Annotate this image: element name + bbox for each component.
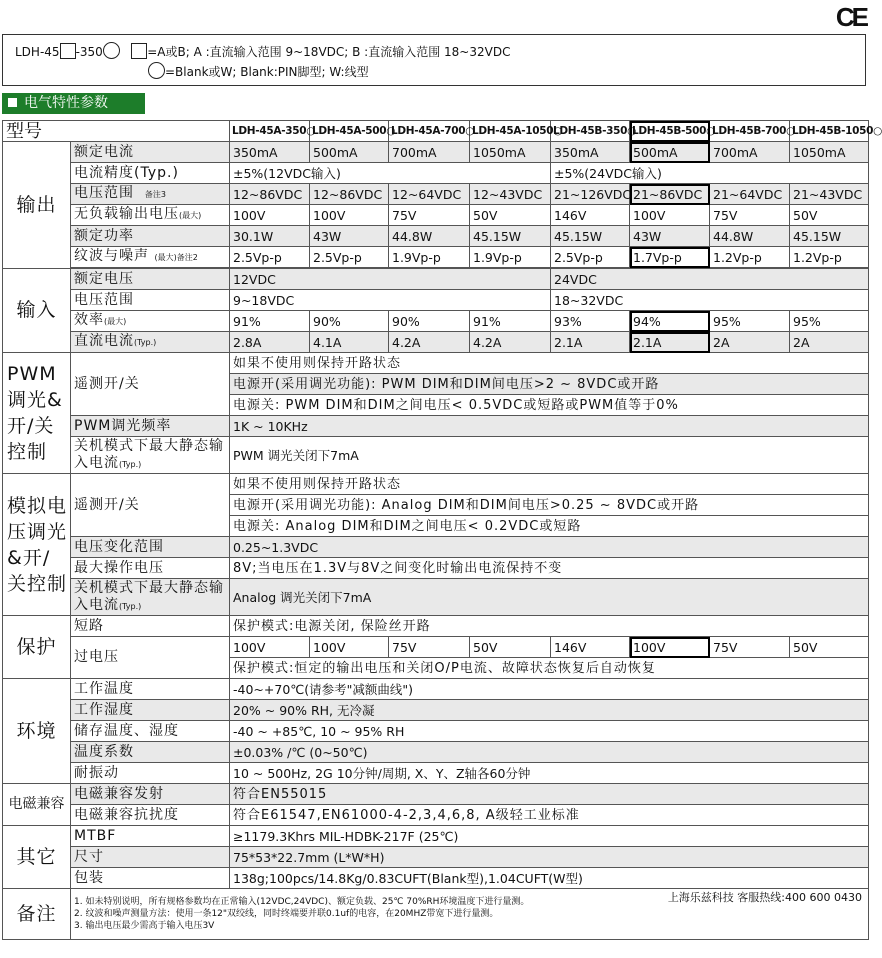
table-row bbox=[3, 847, 869, 868]
value-cell: 电源开(采用调光功能): PWM DIM和DIM间电压>2 ~ 8VDC或开路 bbox=[230, 374, 869, 395]
table-row-models bbox=[3, 121, 869, 142]
value-cell: 4.2A bbox=[470, 332, 551, 353]
value-cell: 75V bbox=[710, 205, 790, 226]
circle-placeholder-icon bbox=[103, 42, 120, 59]
value-cell: 50V bbox=[470, 637, 551, 658]
value-cell: 保护模式:恒定的输出电压和关闭O/P电流、故障状态恢复后自动恢复 bbox=[230, 658, 869, 679]
value-cell-highlighted: 2.1A bbox=[630, 332, 710, 353]
value-cell: 12~64VDC bbox=[389, 184, 470, 205]
value-cell: 91% bbox=[230, 311, 310, 332]
value-cell: 18~32VDC bbox=[551, 290, 869, 311]
value-cell: 45.15W bbox=[470, 226, 551, 247]
table-row bbox=[3, 142, 869, 163]
table-row bbox=[3, 763, 869, 784]
value-cell: 4.1A bbox=[310, 332, 389, 353]
value-cell: 21~64VDC bbox=[710, 184, 790, 205]
value-cell: 2.5Vp-p bbox=[310, 247, 389, 268]
row-label: 电压范围 备注3 bbox=[71, 184, 230, 205]
value-cell: 43W bbox=[310, 226, 389, 247]
value-cell: 146V bbox=[551, 637, 630, 658]
value-cell: 500mA bbox=[310, 142, 389, 163]
model-code-box bbox=[2, 34, 866, 86]
value-cell: 75V bbox=[389, 637, 470, 658]
value-cell-highlighted: 1.7Vp-p bbox=[630, 247, 710, 268]
value-cell: 75*53*22.7mm (L*W*H) bbox=[230, 847, 869, 868]
value-cell: 50V bbox=[470, 205, 551, 226]
model-cell: LDH-45B-350○ bbox=[551, 121, 630, 142]
note-1: 1. 如未特别说明，所有规格参数均在正常输入(12VDC,24VDC)、额定负载、25℃ 70%RH环境温度下进行量测。 bbox=[74, 897, 530, 907]
table-row bbox=[3, 721, 869, 742]
row-label: 遥测开/关 bbox=[71, 474, 230, 537]
value-cell: 10 ~ 500Hz, 2G 10分钟/周期, X、Y、Z轴各60分钟 bbox=[230, 763, 869, 784]
square-legend-icon bbox=[131, 43, 147, 59]
row-label: 过电压 bbox=[71, 637, 230, 679]
value-cell: 1.2Vp-p bbox=[790, 247, 869, 268]
value-cell: 20% ~ 90% RH, 无冷凝 bbox=[230, 700, 869, 721]
model-cell: LDH-45A-700○ bbox=[389, 121, 470, 142]
table-row bbox=[3, 700, 869, 721]
value-cell: 90% bbox=[389, 311, 470, 332]
group-protection: 保护 bbox=[3, 616, 71, 679]
row-label: 最大操作电压 bbox=[71, 558, 230, 579]
row-label: 额定功率 bbox=[71, 226, 230, 247]
value-cell: -40 ~ +85℃, 10 ~ 95% RH bbox=[230, 721, 869, 742]
row-label: 包装 bbox=[71, 868, 230, 889]
value-cell: 30.1W bbox=[230, 226, 310, 247]
table-row bbox=[3, 163, 869, 184]
row-label: 纹波与噪声 (最大)备注2 bbox=[71, 247, 230, 268]
value-cell-highlighted: 94% bbox=[630, 311, 710, 332]
group-emc: 电磁兼容 bbox=[3, 784, 71, 826]
row-label: 尺寸 bbox=[71, 847, 230, 868]
circle-legend-text: =Blank或W; Blank:PIN脚型; W:线型 bbox=[165, 65, 369, 79]
model-cell: LDH-45B-700○ bbox=[710, 121, 790, 142]
hotline: 上海乐兹科技 客服热线:400 600 0430 bbox=[667, 891, 862, 904]
spec-table bbox=[2, 120, 882, 940]
value-cell-highlighted: 21~86VDC bbox=[630, 184, 710, 205]
value-cell: 2.8A bbox=[230, 332, 310, 353]
value-cell: 保护模式:电源关闭, 保险丝开路 bbox=[230, 616, 869, 637]
table-row bbox=[3, 805, 869, 826]
model-cell: LDH-45B-1050○ bbox=[790, 121, 869, 142]
table-row bbox=[3, 226, 869, 247]
row-label: 电压变化范围 bbox=[71, 537, 230, 558]
model-prefix: LDH-45 bbox=[15, 45, 60, 59]
value-cell: ±0.03% /℃ (0~50℃) bbox=[230, 742, 869, 763]
group-notes: 备注 bbox=[3, 889, 71, 940]
note-3: 3. 输出电压最少需高于输入电压3V bbox=[74, 921, 215, 931]
table-row bbox=[3, 332, 869, 353]
value-cell: 符合E61547,EN61000-4-2,3,4,6,8, A级轻工业标准 bbox=[230, 805, 869, 826]
row-label: 储存温度、湿度 bbox=[71, 721, 230, 742]
value-cell: 1.9Vp-p bbox=[470, 247, 551, 268]
row-label: 短路 bbox=[71, 616, 230, 637]
value-cell: 1.2Vp-p bbox=[710, 247, 790, 268]
table-row bbox=[3, 826, 869, 847]
row-label: 额定电压 bbox=[71, 269, 230, 290]
value-cell: 146V bbox=[551, 205, 630, 226]
note-2: 2. 纹波和噪声测量方法：使用一条12"双绞线，同时终端要并联0.1uf的电容，在20MHZ带宽下进行量测。 bbox=[74, 909, 499, 919]
model-cell: LDH-45A-1050○ bbox=[470, 121, 551, 142]
value-cell: 12~86VDC bbox=[230, 184, 310, 205]
value-cell: 1050mA bbox=[470, 142, 551, 163]
model-label: 型号 bbox=[3, 121, 230, 142]
value-cell: 如果不使用则保持开路状态 bbox=[230, 353, 869, 374]
table-row bbox=[3, 558, 869, 579]
table-row bbox=[3, 784, 869, 805]
section-title: 电气特性参数 bbox=[2, 93, 145, 114]
row-label: MTBF bbox=[71, 826, 230, 847]
group-environment: 环境 bbox=[3, 679, 71, 784]
value-cell: 91% bbox=[470, 311, 551, 332]
value-cell: 12~43VDC bbox=[470, 184, 551, 205]
value-cell: 95% bbox=[790, 311, 869, 332]
value-cell: ±5%(24VDC输入) bbox=[551, 163, 869, 184]
table-row bbox=[3, 247, 869, 268]
value-cell: 75V bbox=[389, 205, 470, 226]
value-cell: 100V bbox=[230, 205, 310, 226]
value-cell-highlighted: 100V bbox=[630, 637, 710, 658]
table-row bbox=[3, 637, 869, 658]
row-label: 无负载输出电压(最大) bbox=[71, 205, 230, 226]
value-cell: 100V bbox=[630, 205, 710, 226]
value-cell: 350mA bbox=[230, 142, 310, 163]
table-row bbox=[3, 537, 869, 558]
model-suffix: -350 bbox=[75, 45, 103, 59]
value-cell: 700mA bbox=[389, 142, 470, 163]
group-other: 其它 bbox=[3, 826, 71, 889]
value-cell: 95% bbox=[710, 311, 790, 332]
notes-cell bbox=[71, 889, 869, 940]
model-cell-highlighted: LDH-45B-500○ bbox=[630, 121, 710, 142]
row-label: 耐振动 bbox=[71, 763, 230, 784]
row-label: 工作湿度 bbox=[71, 700, 230, 721]
row-label: 电压范围 bbox=[71, 290, 230, 311]
group-input: 输入 bbox=[3, 269, 71, 353]
row-label: 温度系数 bbox=[71, 742, 230, 763]
value-cell: 44.8W bbox=[389, 226, 470, 247]
value-cell: Analog 调光关闭下7mA bbox=[230, 579, 869, 616]
value-cell: 50V bbox=[790, 205, 869, 226]
row-label: PWM调光频率 bbox=[71, 416, 230, 437]
value-cell: 700mA bbox=[710, 142, 790, 163]
value-cell: 138g;100pcs/14.8Kg/0.83CUFT(Blank型),1.04CUFT(W型) bbox=[230, 868, 869, 889]
row-label: 电流精度(Typ.) bbox=[71, 163, 230, 184]
table-row bbox=[3, 616, 869, 637]
value-cell: 100V bbox=[310, 205, 389, 226]
value-cell: 2.5Vp-p bbox=[230, 247, 310, 268]
value-cell: -40~+70℃(请参考"减额曲线") bbox=[230, 679, 869, 700]
square-legend-text: =A或B; A :直流输入范围 9~18VDC; B :直流输入范围 18~32VDC bbox=[147, 45, 511, 59]
value-cell: 100V bbox=[230, 637, 310, 658]
row-label: 效率(最大) bbox=[71, 311, 230, 332]
value-cell: 2.5Vp-p bbox=[551, 247, 630, 268]
table-row bbox=[3, 205, 869, 226]
row-label: 遥测开/关 bbox=[71, 353, 230, 416]
value-cell: 75V bbox=[710, 637, 790, 658]
table-row bbox=[3, 579, 869, 616]
value-cell: 9~18VDC bbox=[230, 290, 551, 311]
value-cell: 90% bbox=[310, 311, 389, 332]
table-row bbox=[3, 353, 869, 374]
value-cell: 1.9Vp-p bbox=[389, 247, 470, 268]
table-row bbox=[3, 290, 869, 311]
table-row bbox=[3, 437, 869, 474]
value-cell: 1050mA bbox=[790, 142, 869, 163]
value-cell: 44.8W bbox=[710, 226, 790, 247]
value-cell: PWM 调光关闭下7mA bbox=[230, 437, 869, 474]
value-cell: 8V;当电压在1.3V与8V之间变化时输出电流保持不变 bbox=[230, 558, 869, 579]
value-cell-highlighted: 500mA bbox=[630, 142, 710, 163]
group-pwm: PWM调光&开/关控制 bbox=[3, 353, 71, 474]
value-cell: 2.1A bbox=[551, 332, 630, 353]
value-cell: 如果不使用则保持开路状态 bbox=[230, 474, 869, 495]
circle-legend-icon bbox=[148, 62, 165, 79]
model-cell: LDH-45A-350○ bbox=[230, 121, 310, 142]
row-label: 工作温度 bbox=[71, 679, 230, 700]
group-analog: 模拟电压调光&开/关控制 bbox=[3, 474, 71, 616]
value-cell: 符合EN55015 bbox=[230, 784, 869, 805]
value-cell: 21~126VDC bbox=[551, 184, 630, 205]
value-cell: 43W bbox=[630, 226, 710, 247]
table-row bbox=[3, 269, 869, 290]
row-label: 关机模式下最大静态输入电流(Typ.) bbox=[71, 437, 230, 474]
value-cell: 0.25~1.3VDC bbox=[230, 537, 869, 558]
value-cell: 45.15W bbox=[551, 226, 630, 247]
table-row bbox=[3, 868, 869, 889]
square-bullet-icon bbox=[8, 98, 17, 107]
value-cell: 2A bbox=[790, 332, 869, 353]
value-cell: 电源关: Analog DIM和DIM之间电压< 0.2VDC或短路 bbox=[230, 516, 869, 537]
ce-mark: CE bbox=[835, 2, 866, 32]
value-cell: 1K ~ 10KHz bbox=[230, 416, 869, 437]
row-label: 关机模式下最大静态输入电流(Typ.) bbox=[71, 579, 230, 616]
row-label: 额定电流 bbox=[71, 142, 230, 163]
value-cell: 50V bbox=[790, 637, 869, 658]
value-cell: 12~86VDC bbox=[310, 184, 389, 205]
table-row bbox=[3, 474, 869, 495]
value-cell: 21~43VDC bbox=[790, 184, 869, 205]
value-cell: 350mA bbox=[551, 142, 630, 163]
row-label: 电磁兼容抗扰度 bbox=[71, 805, 230, 826]
group-output: 输出 bbox=[3, 142, 71, 269]
row-label: 电磁兼容发射 bbox=[71, 784, 230, 805]
value-cell: ≥1179.3Khrs MIL-HDBK-217F (25℃) bbox=[230, 826, 869, 847]
value-cell: 93% bbox=[551, 311, 630, 332]
value-cell: 4.2A bbox=[389, 332, 470, 353]
value-cell: 12VDC bbox=[230, 269, 551, 290]
value-cell: ±5%(12VDC输入) bbox=[230, 163, 551, 184]
value-cell: 2A bbox=[710, 332, 790, 353]
value-cell: 24VDC bbox=[551, 269, 869, 290]
row-label: 直流电流(Typ.) bbox=[71, 332, 230, 353]
value-cell: 45.15W bbox=[790, 226, 869, 247]
table-row bbox=[3, 184, 869, 205]
table-row bbox=[3, 889, 869, 940]
table-row bbox=[3, 742, 869, 763]
square-placeholder-icon bbox=[60, 43, 76, 59]
table-row bbox=[3, 416, 869, 437]
value-cell: 电源关: PWM DIM和DIM之间电压< 0.5VDC或短路或PWM值等于0% bbox=[230, 395, 869, 416]
value-cell: 100V bbox=[310, 637, 389, 658]
table-row bbox=[3, 311, 869, 332]
table-row bbox=[3, 679, 869, 700]
value-cell: 电源开(采用调光功能): Analog DIM和DIM间电压>0.25 ~ 8VDC或开路 bbox=[230, 495, 869, 516]
model-cell: LDH-45A-500○ bbox=[310, 121, 389, 142]
